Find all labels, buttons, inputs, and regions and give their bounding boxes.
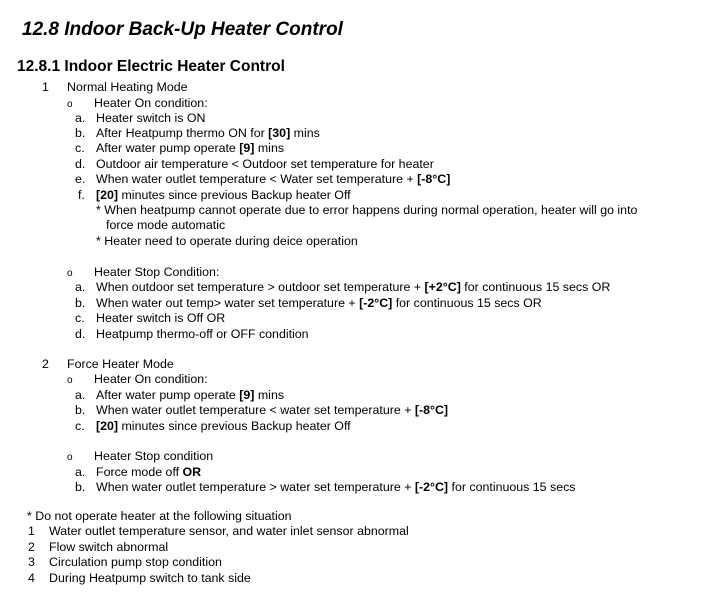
note-text: * Heater need to operate during deice operation bbox=[96, 234, 358, 248]
item-letter: c. bbox=[75, 311, 85, 325]
item-text: Heater switch is Off OR bbox=[96, 311, 226, 325]
item-letter: f. bbox=[78, 188, 85, 202]
bullet-icon: o bbox=[67, 375, 73, 386]
item-text: [20] minutes since previous Backup heater Off bbox=[96, 419, 351, 433]
item-text: When water outlet temperature < Water set temperature + [-8°C] bbox=[96, 172, 451, 186]
footer-item-text: Circulation pump stop condition bbox=[49, 555, 222, 569]
item-letter: a. bbox=[75, 280, 86, 294]
note-text: force mode automatic bbox=[106, 218, 226, 232]
item-letter: a. bbox=[75, 465, 86, 479]
force-mode-title: Force Heater Mode bbox=[67, 357, 174, 371]
section-title: 12.8 Indoor Back-Up Heater Control bbox=[22, 19, 343, 40]
item-text: When water outlet temperature < water set temperature + [-8°C] bbox=[96, 403, 449, 417]
item-letter: d. bbox=[75, 327, 86, 341]
item-text: Force mode off OR bbox=[96, 465, 202, 479]
item-text: When water outlet temperature > water set temperature + [-2°C] for continuous 15 secs bbox=[96, 480, 576, 494]
item-text: After water pump operate [9] mins bbox=[96, 388, 285, 402]
footer-note-text: * Do not operate heater at the following situation bbox=[27, 509, 292, 523]
force-mode-number: 2 bbox=[42, 357, 49, 371]
bullet-icon: o bbox=[67, 99, 73, 110]
footer-item-text: During Heatpump switch to tank side bbox=[49, 571, 251, 585]
subsection-title: 12.8.1 Indoor Electric Heater Control bbox=[17, 58, 285, 75]
normal-mode-number: 1 bbox=[42, 80, 49, 94]
item-letter: b. bbox=[75, 403, 86, 417]
footer-item-number: 1 bbox=[28, 524, 35, 538]
note-text: * When heatpump cannot operate due to error happens during normal operation, heater will go into bbox=[96, 203, 638, 217]
item-letter: c. bbox=[75, 141, 85, 155]
item-letter: b. bbox=[75, 296, 86, 310]
item-text: [20] minutes since previous Backup heater Off bbox=[96, 188, 351, 202]
item-letter: b. bbox=[75, 126, 86, 140]
item-text: After water pump operate [9] mins bbox=[96, 141, 285, 155]
item-letter: a. bbox=[75, 111, 86, 125]
item-letter: d. bbox=[75, 157, 86, 171]
item-letter: a. bbox=[75, 388, 86, 402]
item-text: Heater switch is ON bbox=[96, 111, 206, 125]
normal-mode-title: Normal Heating Mode bbox=[67, 80, 188, 94]
footer-item-text: Water outlet temperature sensor, and water inlet sensor abnormal bbox=[49, 524, 409, 538]
footer-item-number: 4 bbox=[28, 571, 35, 585]
item-letter: e. bbox=[75, 172, 86, 186]
item-letter: b. bbox=[75, 480, 86, 494]
bullet-icon: o bbox=[67, 452, 73, 463]
footer-item-text: Flow switch abnormal bbox=[49, 540, 169, 554]
item-text: Outdoor air temperature < Outdoor set temperature for heater bbox=[96, 157, 434, 171]
item-text: After Heatpump thermo ON for [30] mins bbox=[96, 126, 320, 140]
footer-item-number: 2 bbox=[28, 540, 35, 554]
force-stop-heading-text: Heater Stop condition bbox=[94, 449, 214, 463]
footer-item-number: 3 bbox=[28, 555, 35, 569]
normal-stop-heading-text: Heater Stop Condition: bbox=[94, 265, 220, 279]
item-text: Heatpump thermo-off or OFF condition bbox=[96, 327, 309, 341]
force-on-heading-text: Heater On condition: bbox=[94, 372, 208, 386]
item-text: When water out temp> water set temperature + [-2°C] for continuous 15 secs OR bbox=[96, 296, 542, 310]
bullet-icon: o bbox=[67, 268, 73, 279]
item-text: When outdoor set temperature > outdoor set temperature + [+2°C] for continuous 15 secs OR bbox=[96, 280, 611, 294]
normal-on-heading-text: Heater On condition: bbox=[94, 96, 208, 110]
item-letter: c. bbox=[75, 419, 85, 433]
